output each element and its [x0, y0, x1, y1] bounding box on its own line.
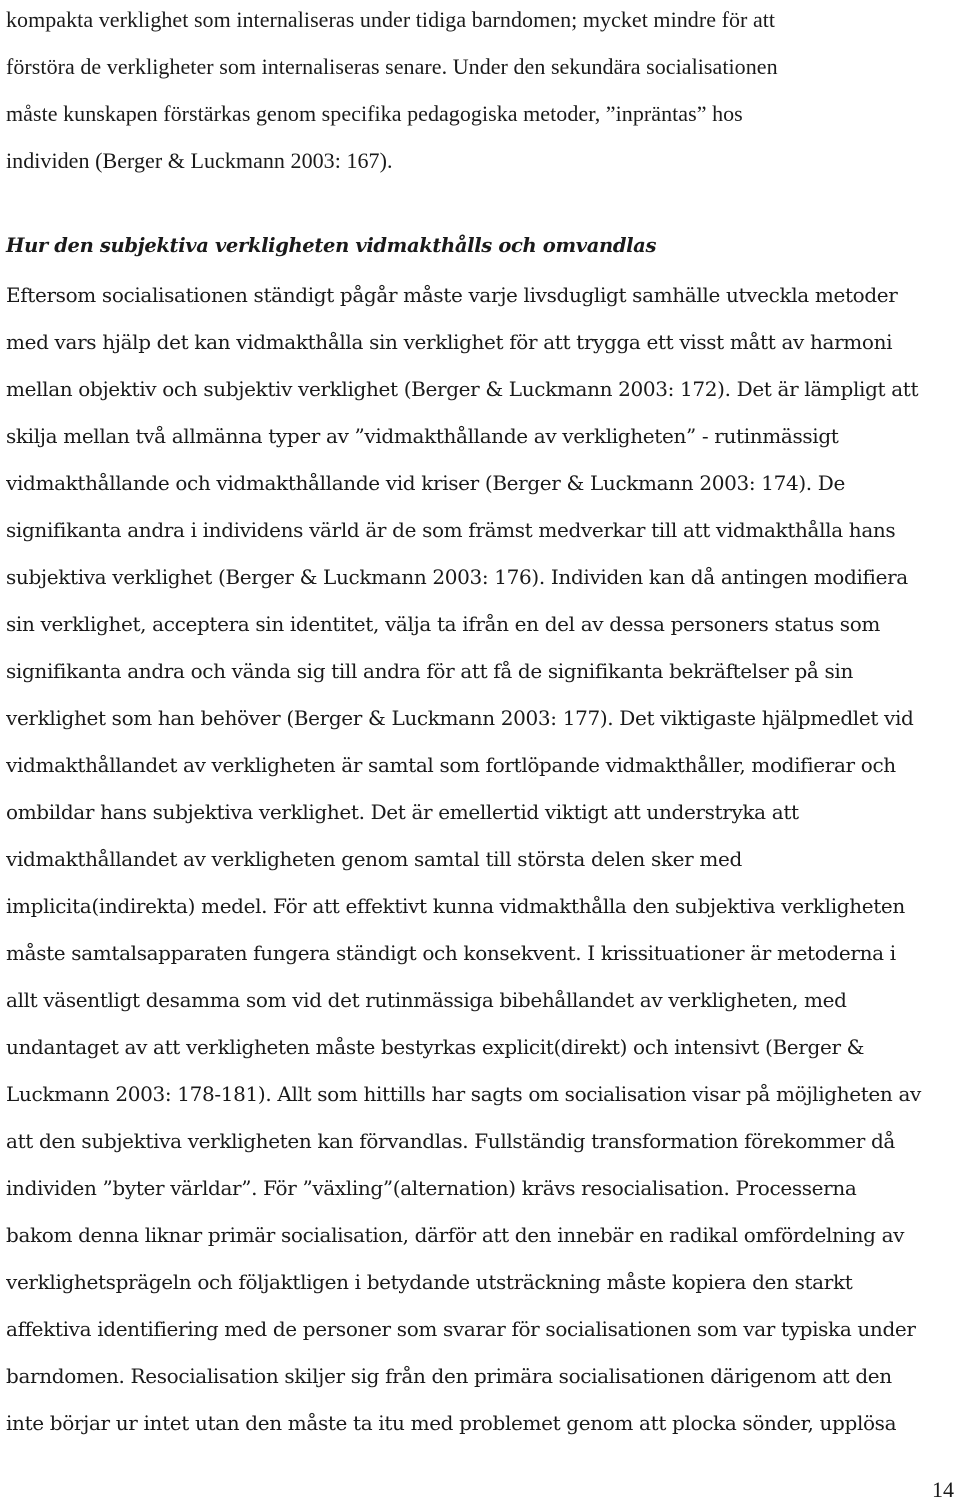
- page-number: 14: [932, 1477, 954, 1502]
- text-line: kompakta verklighet som internaliseras under tidiga barndomen; mycket mindre för att: [6, 7, 776, 32]
- text-line: signifikanta andra i individens värld är de som främst medverkar till att vidmakthålla hans: [6, 518, 896, 542]
- body-paragraph: [6, 272, 956, 1447]
- text-line: barndomen. Resocialisation skiljer sig från den primära socialisationen därigenom att den: [6, 1364, 892, 1388]
- text-line: individen ”byter världar”. För ”växling”(alternation) krävs resocialisation. Processerna: [6, 1176, 857, 1200]
- text-line: måste kunskapen förstärkas genom specifika pedagogiska metoder, ”inpräntas” hos: [6, 101, 743, 126]
- text-line: vidmakthållande och vidmakthållande vid kriser (Berger & Luckmann 2003: 174). De: [6, 471, 845, 495]
- text-line: ombildar hans subjektiva verklighet. Det är emellertid viktigt att understryka att: [6, 800, 799, 824]
- text-line: skilja mellan två allmänna typer av ”vidmakthållande av verkligheten” - rutinmässigt: [6, 424, 839, 448]
- text-line: implicita(indirekta) medel. För att effektivt kunna vidmakthålla den subjektiva verkligheten: [6, 894, 905, 918]
- section-heading: Hur den subjektiva verkligheten vidmakthålls och omvandlas: [6, 234, 657, 257]
- text-line: allt väsentligt desamma som vid det rutinmässiga bibehållandet av verkligheten, med: [6, 988, 847, 1012]
- text-line: subjektiva verklighet (Berger & Luckmann 2003: 176). Individen kan då antingen modifiera: [6, 565, 908, 589]
- text-line: vidmakthållandet av verkligheten är samtal som fortlöpande vidmakthåller, modifierar och: [6, 753, 896, 777]
- text-line: att den subjektiva verkligheten kan förvandlas. Fullständig transformation förekommer då: [6, 1129, 895, 1153]
- text-line: Eftersom socialisationen ständigt pågår måste varje livsdugligt samhälle utveckla metoder: [6, 283, 898, 307]
- text-line: inte börjar ur intet utan den måste ta itu med problemet genom att plocka sönder, upplösa: [6, 1411, 897, 1435]
- text-line: undantaget av att verkligheten måste bestyrkas explicit(direkt) och intensivt (Berger &: [6, 1035, 865, 1059]
- text-line: verklighetsprägeln och följaktligen i betydande utsträckning måste kopiera den starkt: [6, 1270, 853, 1294]
- text-line: affektiva identifiering med de personer som svarar för socialisationen som var typiska under: [6, 1317, 916, 1341]
- text-line: mellan objektiv och subjektiv verklighet (Berger & Luckmann 2003: 172). Det är lämpligt att: [6, 377, 919, 401]
- text-line: vidmakthållandet av verkligheten genom samtal till största delen sker med: [6, 847, 742, 871]
- text-line: sin verklighet, acceptera sin identitet, välja ta ifrån en del av dessa personers status som: [6, 612, 881, 636]
- text-line: signifikanta andra och vända sig till andra för att få de signifikanta bekräftelser på sin: [6, 659, 853, 683]
- text-line: med vars hjälp det kan vidmakthålla sin verklighet för att trygga ett visst mått av harmoni: [6, 330, 893, 354]
- text-line: Luckmann 2003: 178-181). Allt som hittills har sagts om socialisation visar på möjligheten av: [6, 1082, 921, 1106]
- text-line: bakom denna liknar primär socialisation, därför att den innebär en radikal omfördelning av: [6, 1223, 905, 1247]
- text-line: måste samtalsapparaten fungera ständigt och konsekvent. I krissituationer är metoderna i: [6, 941, 896, 965]
- intro-paragraph: [6, 0, 956, 184]
- text-line: individen (Berger & Luckmann 2003: 167).: [6, 148, 393, 173]
- text-line: förstöra de verkligheter som internaliseras senare. Under den sekundära socialisationen: [6, 54, 778, 79]
- text-line: verklighet som han behöver (Berger & Luckmann 2003: 177). Det viktigaste hjälpmedlet vid: [6, 706, 914, 730]
